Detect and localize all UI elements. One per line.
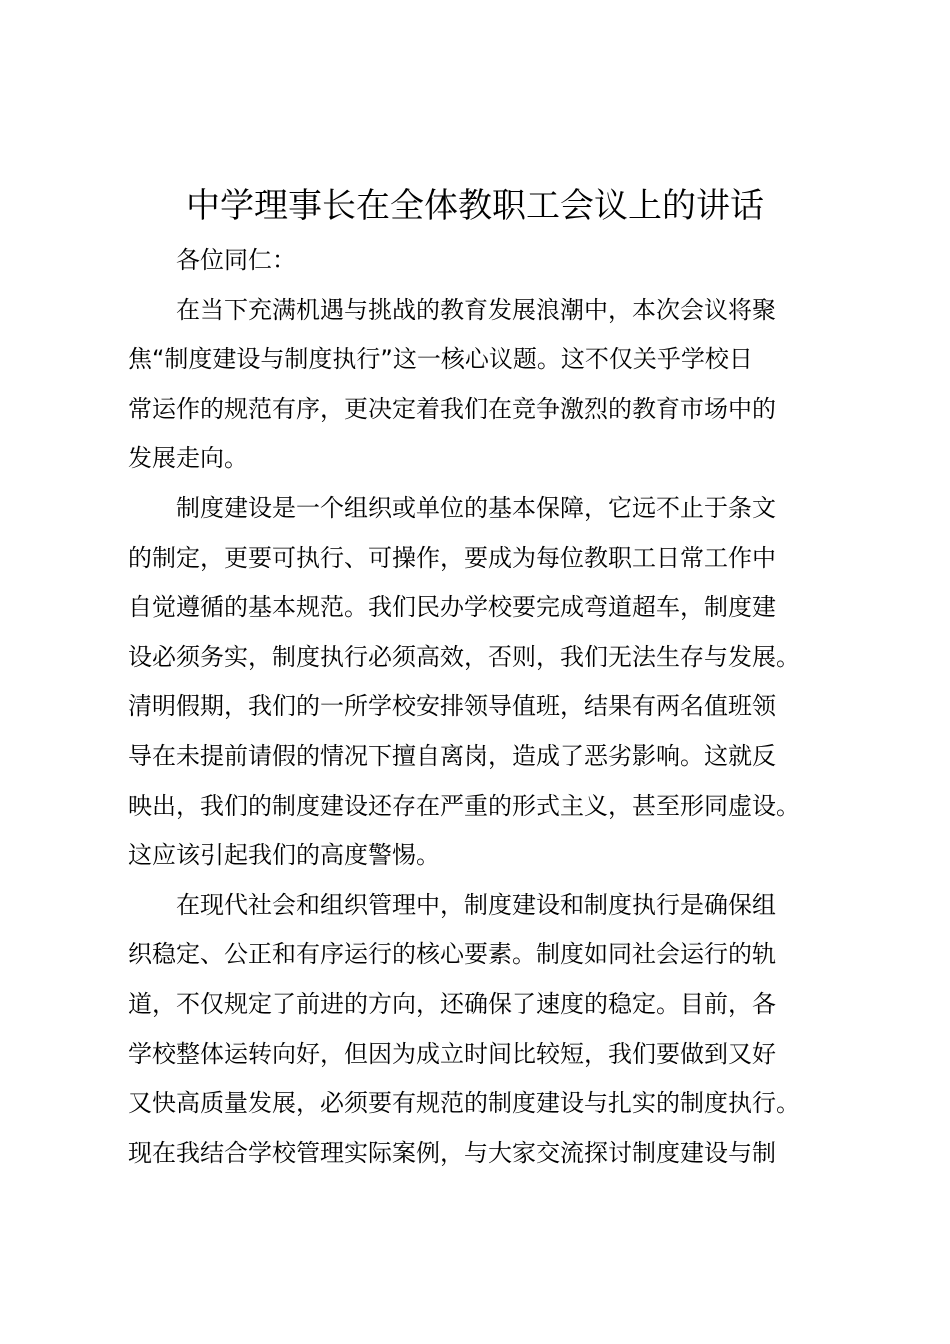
text-line: 发展走向。: [128, 444, 248, 473]
text-line: 清明假期，我们的一所学校安排领导值班，结果有两名值班领: [128, 692, 776, 721]
text-line: 现在我结合学校管理实际案例，与大家交流探讨制度建设与制: [128, 1138, 776, 1167]
text-line: 导在未提前请假的情况下擅自离岗，造成了恶劣影响。这就反: [128, 741, 776, 770]
text-line: 各位同仁：: [176, 246, 296, 274]
text-line: 的制定，更要可执行、可操作，要成为每位教职工日常工作中: [128, 543, 776, 572]
text-line: 学校整体运转向好，但因为成立时间比较短，我们要做到又好: [128, 1039, 776, 1068]
text-line: 这应该引起我们的高度警惕。: [128, 841, 440, 870]
text-line: 焦“制度建设与制度执行”这一核心议题。这不仅关乎学校日: [128, 345, 753, 374]
text-line: 在当下充满机遇与挑战的教育发展浪潮中，本次会议将聚: [176, 295, 776, 324]
text-line: 映出，我们的制度建设还存在严重的形式主义，甚至形同虚设。: [128, 791, 800, 820]
text-line: 自觉遵循的基本规范。我们民办学校要完成弯道超车，制度建: [128, 593, 776, 622]
text-line: 又快高质量发展，必须要有规范的制度建设与扎实的制度执行。: [128, 1089, 800, 1118]
text-line: 常运作的规范有序，更决定着我们在竞争激烈的教育市场中的: [128, 394, 776, 423]
text-line: 织稳定、公正和有序运行的核心要素。制度如同社会运行的轨: [128, 940, 776, 969]
document-title: 中学理事长在全体教职工会议上的讲话: [186, 186, 764, 226]
text-line: 设必须务实，制度执行必须高效，否则，我们无法生存与发展。: [128, 642, 800, 671]
text-line: 制度建设是一个组织或单位的基本保障，它远不止于条文: [176, 493, 776, 522]
document-body: [128, 236, 833, 1178]
text-line: 道，不仅规定了前进的方向，还确保了速度的稳定。目前，各: [128, 989, 776, 1018]
text-line: 在现代社会和组织管理中，制度建设和制度执行是确保组: [176, 890, 776, 919]
